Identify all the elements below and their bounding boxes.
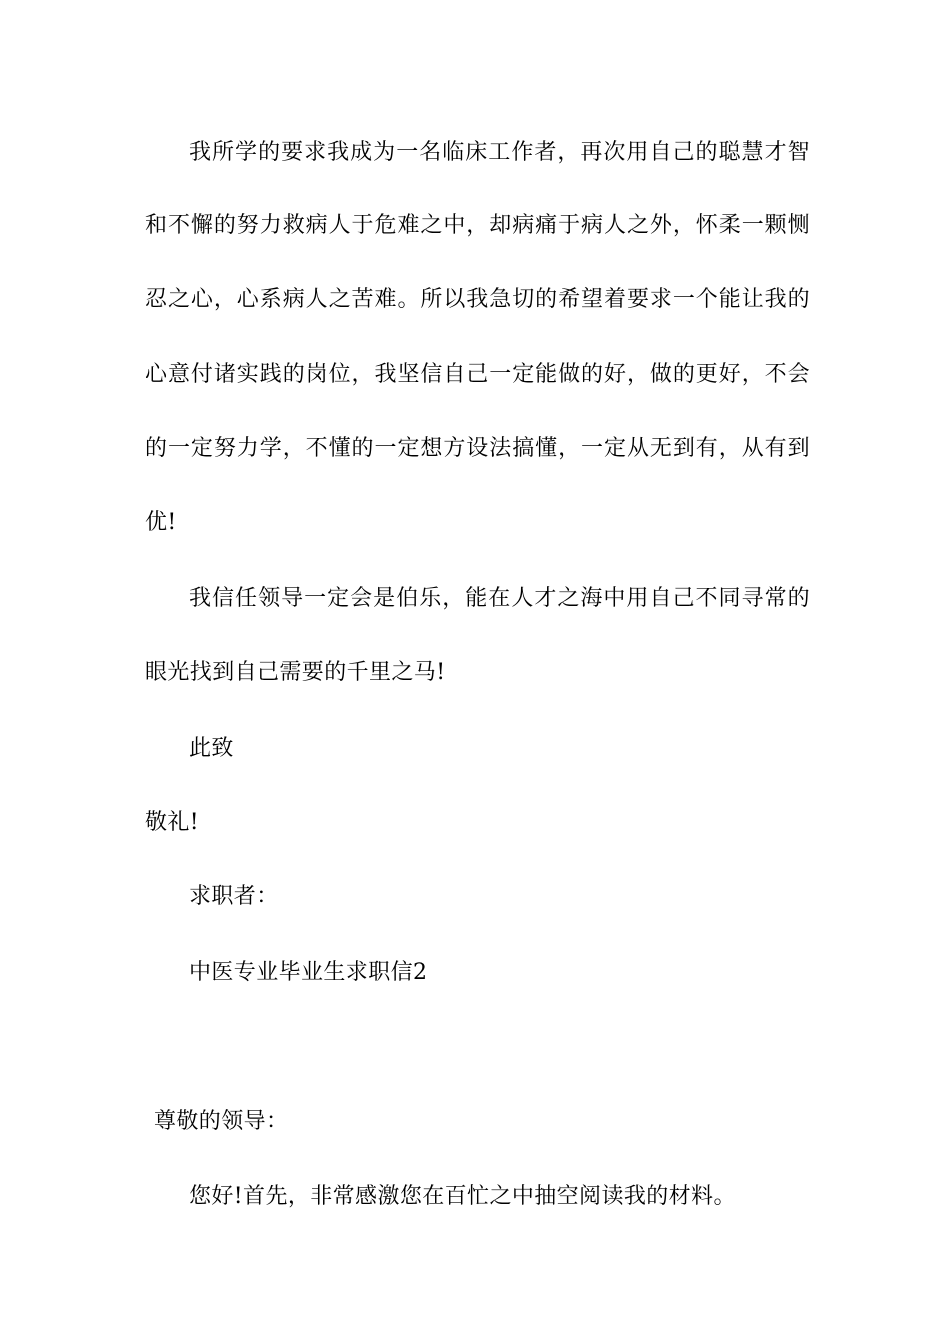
closing-line: 此致 <box>189 736 234 761</box>
paragraph-line: 忍之心，心系病人之苦难。所以我急切的希望着要求一个能让我的 <box>145 287 810 312</box>
paragraph-line: 和不懈的努力救病人于危难之中，却病痛于病人之外，怀柔一颗恻 <box>145 213 810 238</box>
paragraph-line: 心意付诸实践的岗位，我坚信自己一定能做的好，做的更好，不会 <box>145 362 810 387</box>
salute-line: 敬礼! <box>145 810 200 835</box>
paragraph-line: 优! <box>145 510 177 535</box>
signature-label: 求职者： <box>189 884 279 909</box>
paragraph-line: 的一定努力学，不懂的一定想方设法搞懂，一定从无到有，从有到 <box>145 436 810 461</box>
paragraph-line: 眼光找到自己需要的千里之马! <box>145 660 446 685</box>
opening-line: 您好!首先，非常感激您在百忙之中抽空阅读我的材料。 <box>189 1184 736 1209</box>
greeting-line: 尊敬的领导： <box>154 1109 289 1134</box>
letter-title: 中医专业毕业生求职信2 <box>189 960 428 985</box>
paragraph-line: 我所学的要求我成为一名临床工作者，再次用自己的聪慧才智 <box>189 140 810 165</box>
paragraph-line: 我信任领导一定会是伯乐，能在人才之海中用自己不同寻常的 <box>189 586 810 611</box>
